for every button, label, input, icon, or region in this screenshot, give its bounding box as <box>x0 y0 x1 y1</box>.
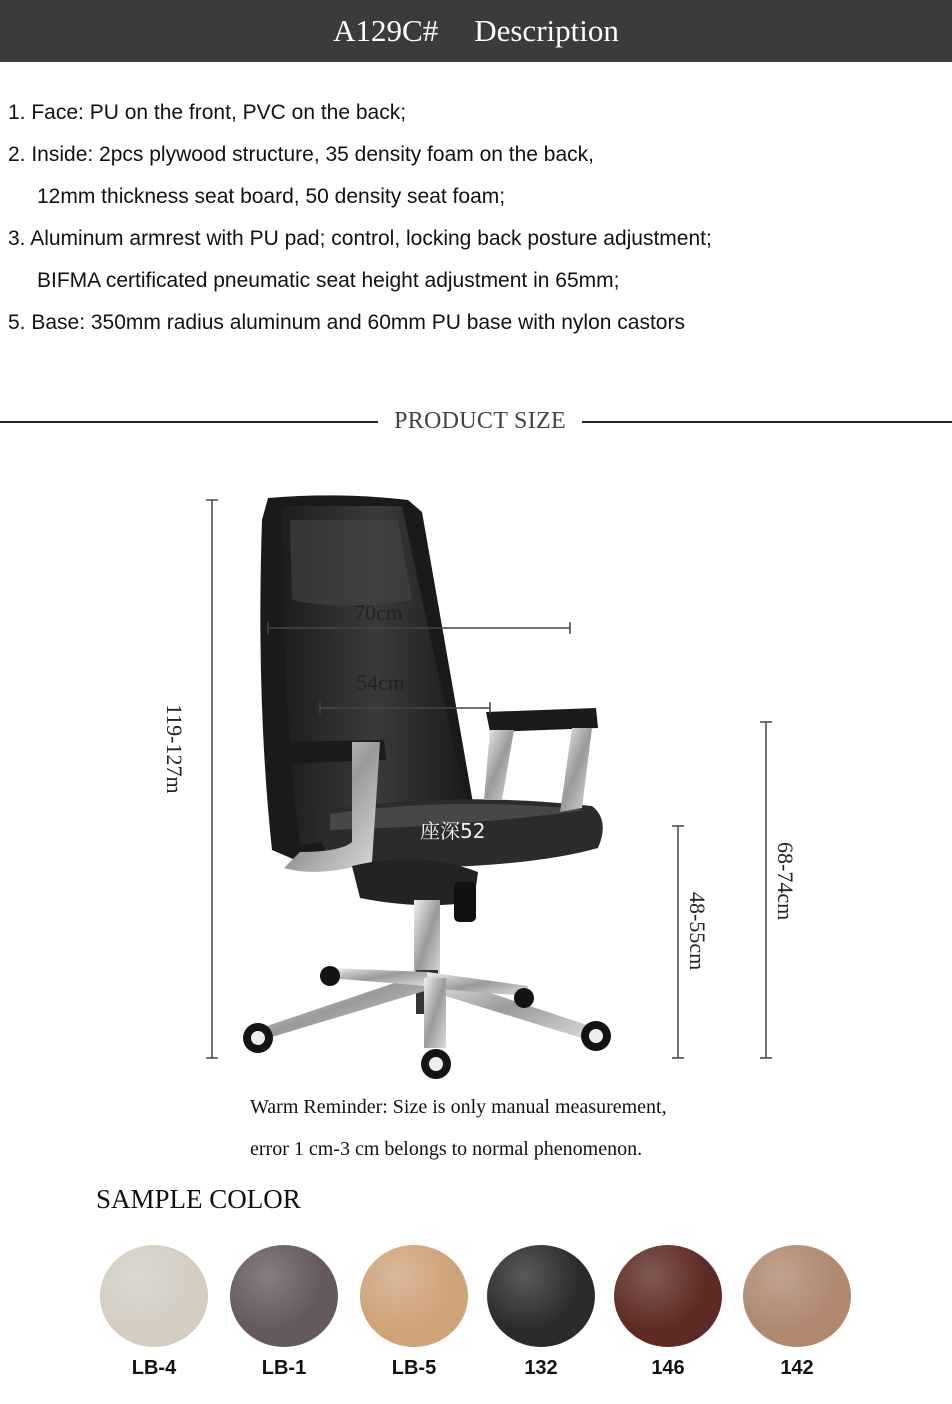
swatch-label: LB-5 <box>391 1357 437 1379</box>
swatch-circle <box>614 1245 722 1347</box>
swatch-circle <box>100 1245 208 1347</box>
reminder-line: error 1 cm-3 cm belongs to normal phenomenon. <box>250 1138 643 1160</box>
swatch-circle <box>230 1245 338 1347</box>
description-line: 12mm thickness seat board, 50 density seat foam; <box>37 185 506 208</box>
swatch-label: 132 <box>524 1357 558 1379</box>
description-line: 1. Face: PU on the front, PVC on the back; <box>8 101 407 124</box>
product-size-title: PRODUCT SIZE <box>394 408 566 434</box>
seat-width-label: 54cm <box>356 670 405 695</box>
warm-reminder <box>250 1086 667 1170</box>
height-dimension-line <box>206 500 218 1058</box>
description-line: BIFMA certificated pneumatic seat height adjustment in 65mm; <box>37 269 620 292</box>
description-line: 5. Base: 350mm radius aluminum and 60mm PU base with nylon castors <box>8 311 685 334</box>
swatch-circle <box>487 1245 595 1347</box>
seat-depth-label: 座深52 <box>420 819 486 843</box>
description-line: 3. Aluminum armrest with PU pad; control, locking back posture adjustment; <box>8 227 712 250</box>
width-label: 70cm <box>354 600 403 625</box>
swatch-label: 142 <box>780 1357 814 1379</box>
sample-color-title: SAMPLE COLOR <box>96 1184 301 1214</box>
color-swatch <box>741 1245 853 1380</box>
total-height-label: 119-127m <box>162 704 187 794</box>
seat-height-label: 48-55cm <box>685 892 710 971</box>
seat-height-dimension-line <box>672 826 684 1058</box>
swatch-circle <box>743 1245 851 1347</box>
swatch-circle <box>360 1245 468 1347</box>
office-chair-illustration <box>243 495 611 1079</box>
swatch-label: LB-4 <box>131 1357 177 1379</box>
reminder-line: Warm Reminder: Size is only manual measurement, <box>250 1096 667 1118</box>
color-swatch <box>612 1245 724 1380</box>
header-title: Description <box>474 13 619 48</box>
arm-height-dimension-line <box>760 722 772 1058</box>
color-swatch <box>358 1245 470 1380</box>
color-swatch <box>98 1245 210 1380</box>
description-line: 2. Inside: 2pcs plywood structure, 35 density foam on the back, <box>8 143 594 166</box>
model-number: A129C# <box>333 13 439 48</box>
swatch-label: 146 <box>651 1357 685 1379</box>
arm-height-label: 68-74cm <box>773 842 798 921</box>
color-swatch <box>485 1245 597 1380</box>
color-swatch <box>228 1245 340 1380</box>
swatch-label: LB-1 <box>261 1357 307 1379</box>
swatch-row <box>98 1245 868 1385</box>
